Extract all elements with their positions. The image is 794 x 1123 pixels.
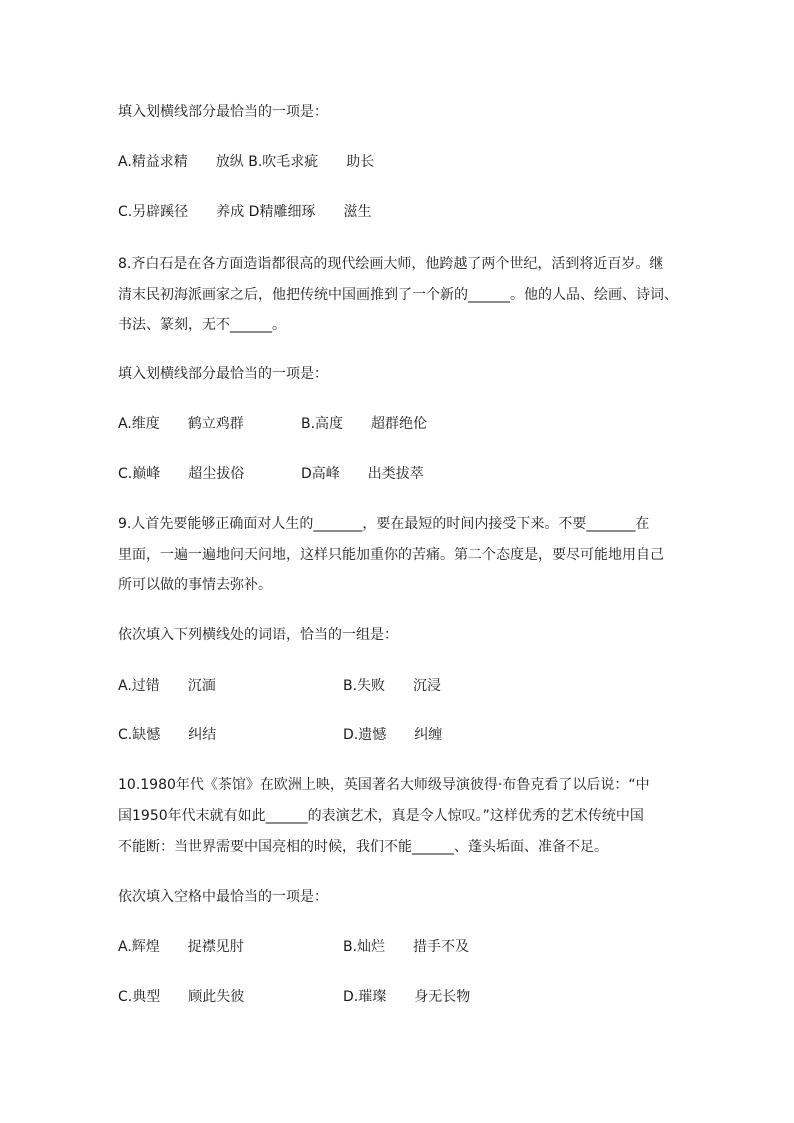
option-b: B.高度 超群绝伦	[301, 416, 428, 432]
question-10-line-2: 国1950年代末就有如此______的表演艺术，真是令人惊叹。”这样优秀的艺术传统中国	[118, 808, 644, 824]
option-b: B.失败 沉浸	[343, 678, 442, 694]
question-10-line-1: 10.1980年代《茶馆》在欧洲上映，英国著名大师级导演彼得·布鲁克看了以后说：“中	[118, 777, 650, 793]
options-row-ab: A.精益求精 放纵 B.吹毛求疵 助长	[118, 154, 375, 170]
option-d: D.璀璨 身无长物	[343, 989, 471, 1005]
question-prompt: 填入划横线部分最恰当的一项是：	[118, 366, 328, 382]
option-c: C.典型 顾此失彼	[118, 989, 245, 1005]
option-c: C.巅峰 超尘拔俗	[118, 466, 245, 482]
question-9-line-3: 所可以做的事情去弥补。	[118, 577, 272, 593]
question-8-line-3: 书法、篆刻，无不______。	[118, 317, 286, 333]
question-prompt: 填入划横线部分最恰当的一项是：	[118, 104, 328, 120]
option-d: D高峰 出类拔萃	[301, 466, 424, 482]
option-c: C.缺憾 纠结	[118, 727, 217, 743]
option-b: B.灿烂 措手不及	[343, 939, 470, 955]
question-8-line-1: 8.齐白石是在各方面造诣都很高的现代绘画大师，他跨越了两个世纪，活到将近百岁。继	[118, 256, 664, 272]
question-9-line-2: 里面，一遍一遍地问天问地，这样只能加重你的苦痛。第二个态度是，要尽可能地用自己	[118, 547, 664, 563]
option-d: D.遗憾 纠缠	[343, 727, 443, 743]
question-8-line-2: 清末民初海派画家之后，他把传统中国画推到了一个新的______。他的人品、绘画、诗词、	[118, 287, 678, 303]
options-row-cd: C.另辟蹊径 养成 D精雕细琢 滋生	[118, 204, 372, 220]
question-10-line-3: 不能断：当世界需要中国亮相的时候，我们不能______、蓬头垢面、准备不足。	[118, 839, 608, 855]
option-a: A.辉煌 捉襟见肘	[118, 939, 244, 955]
option-a: A.维度 鹤立鸡群	[118, 416, 244, 432]
question-prompt: 依次填入空格中最恰当的一项是：	[118, 889, 328, 905]
question-prompt: 依次填入下列横线处的词语，恰当的一组是：	[118, 627, 398, 643]
question-9-line-1: 9.人首先要能够正确面对人生的_______，要在最短的时间内接受下来。不要_______在	[118, 516, 650, 532]
option-a: A.过错 沉湎	[118, 678, 216, 694]
